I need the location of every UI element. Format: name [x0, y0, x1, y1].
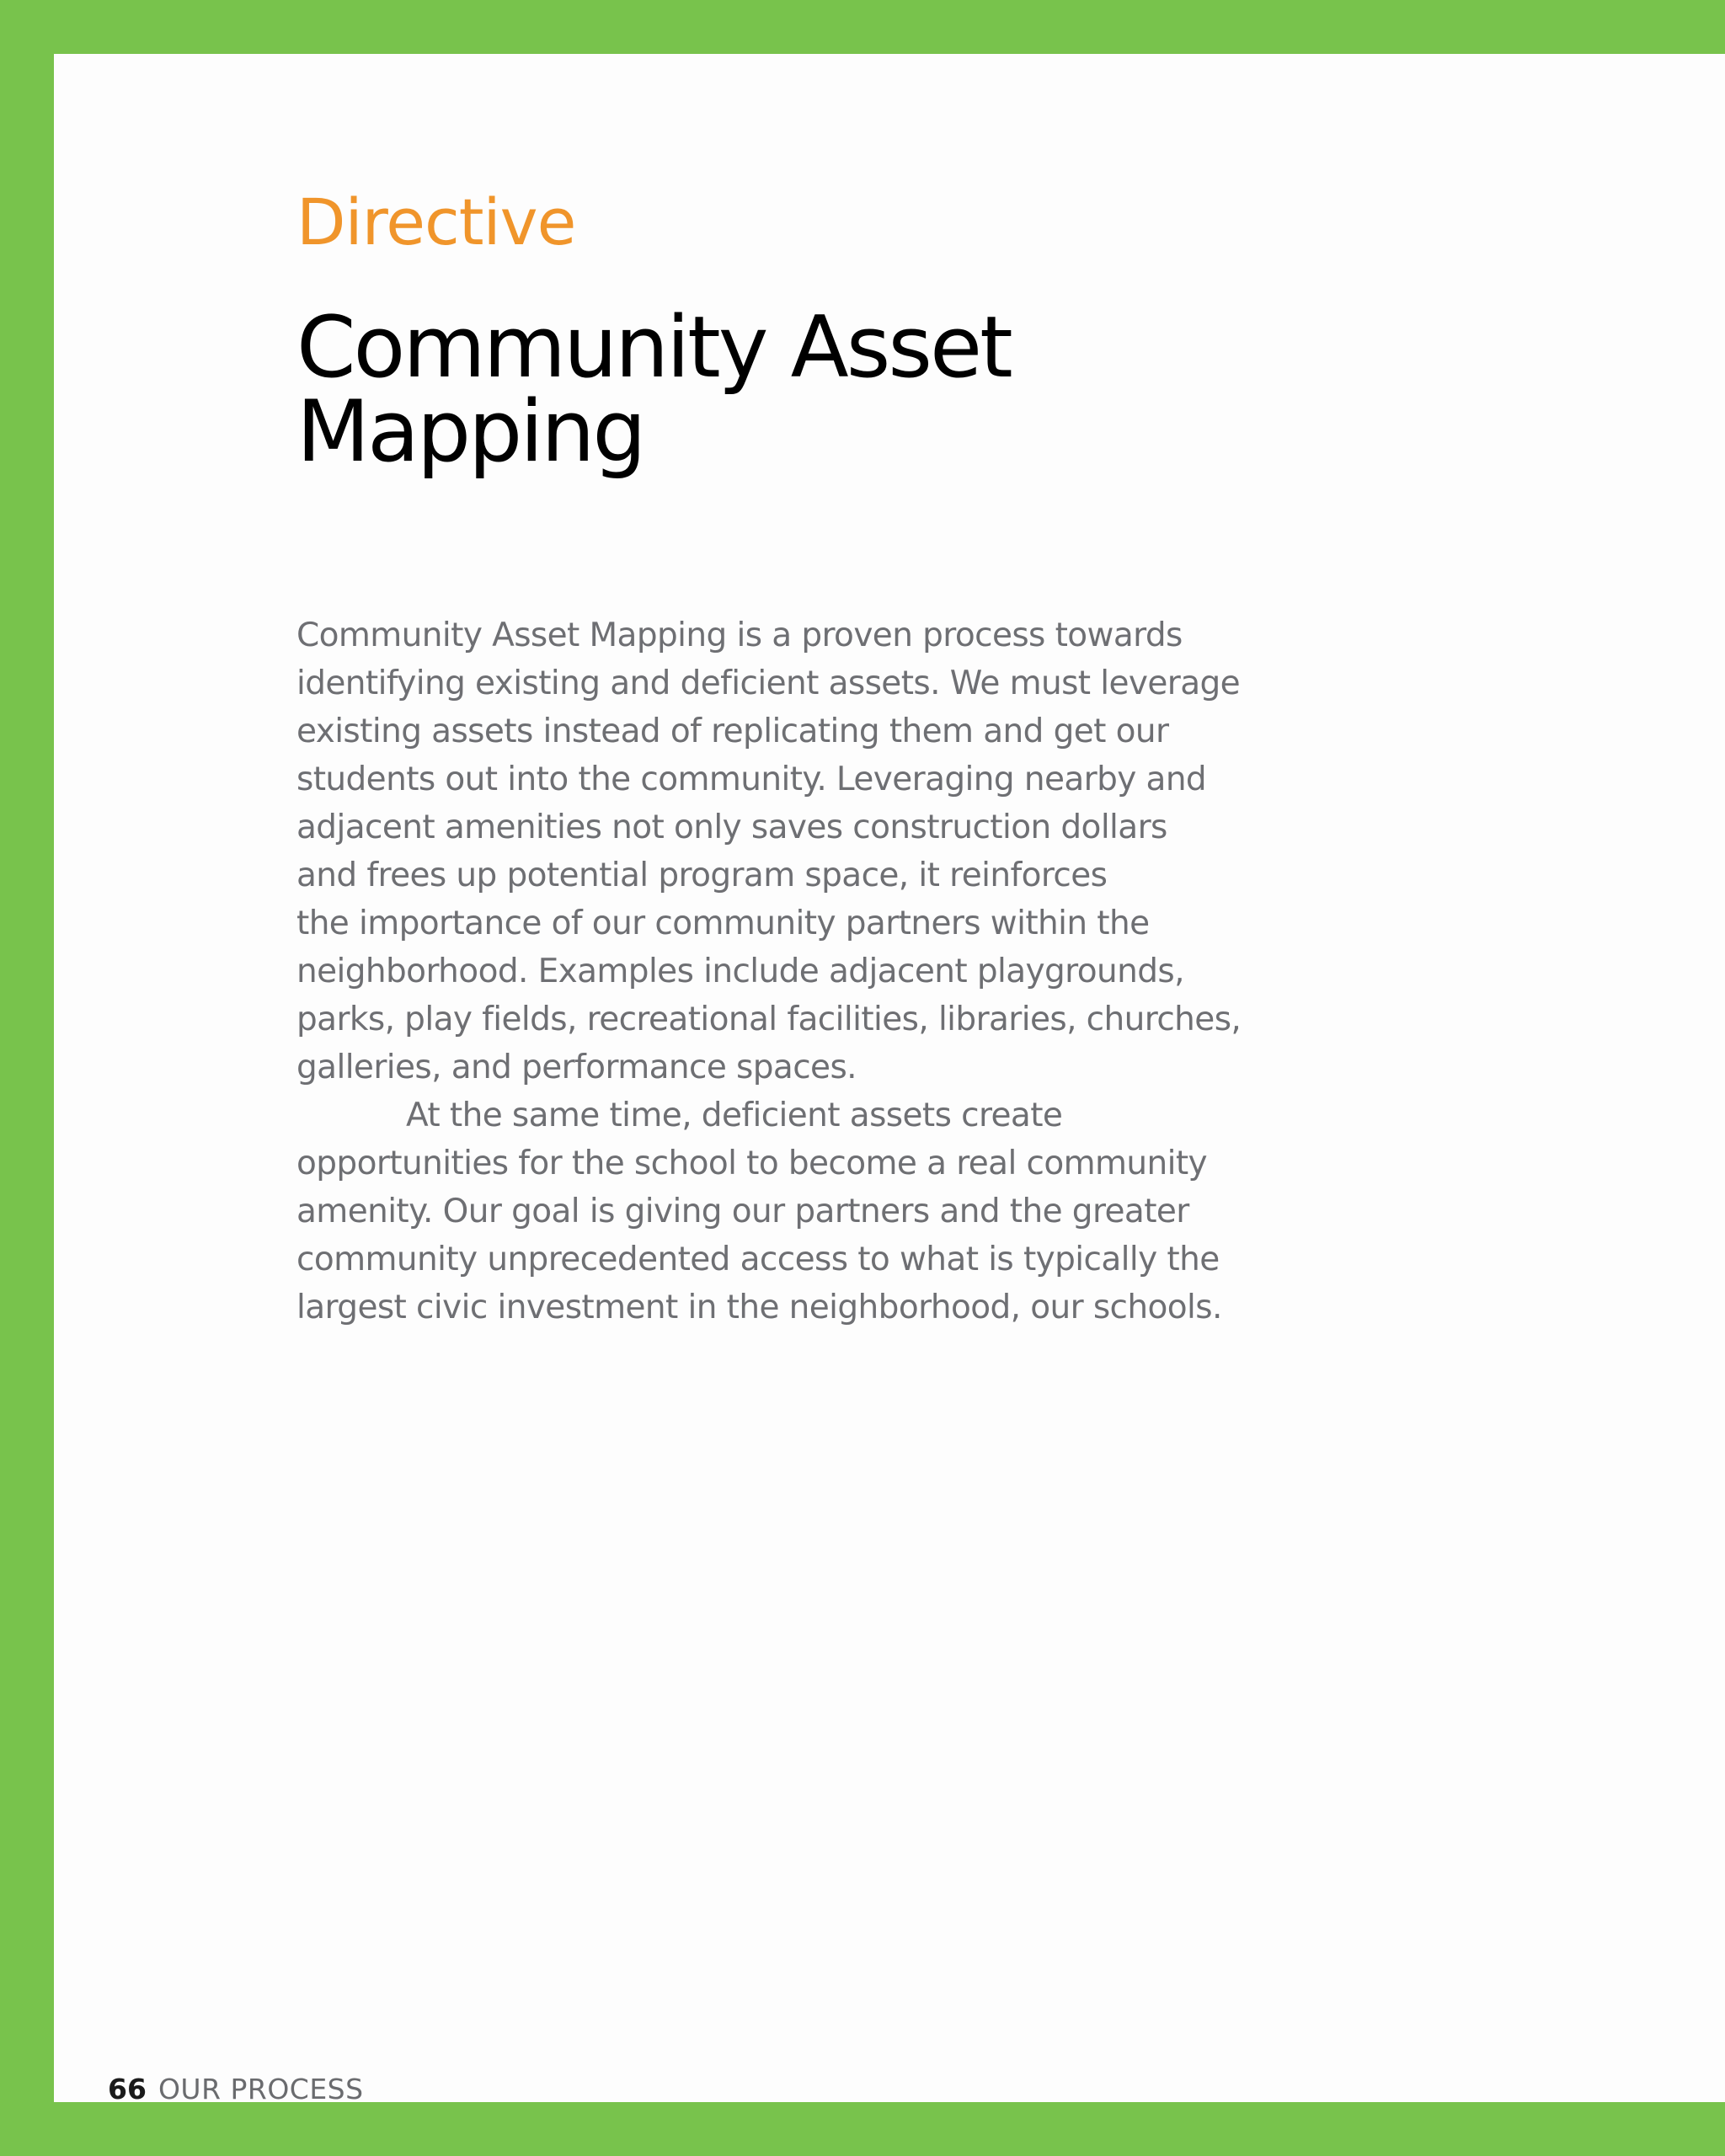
paragraph-line: opportunities for the school to become a real community	[296, 1145, 1208, 1182]
paragraph-line: community unprecedented access to what is typically the	[296, 1241, 1220, 1278]
page-footer	[108, 2075, 364, 2103]
paragraph-line: Community Asset Mapping is a proven process towards	[296, 616, 1183, 654]
section-kicker: Directive	[296, 184, 576, 259]
page-number: 66	[108, 2073, 147, 2105]
page	[54, 54, 1725, 2105]
body-text	[296, 611, 1307, 1331]
paragraph-line: amenity. Our goal is giving our partners and the greater	[296, 1193, 1189, 1230]
paragraph-line: the importance of our community partners within the	[296, 905, 1150, 942]
paragraph-line: adjacent amenities not only saves construction dollars	[296, 808, 1167, 846]
paragraph-line: existing assets instead of replicating them and get our	[296, 712, 1169, 750]
footer-section-name: OUR PROCESS	[158, 2073, 364, 2105]
paragraph-line: and frees up potential program space, it reinforces	[296, 857, 1108, 894]
page-title: Community Asset Mapping	[296, 297, 1011, 481]
paragraph-line: largest civic investment in the neighborhood, our schools.	[296, 1289, 1222, 1326]
paragraph-line: students out into the community. Leveraging nearby and	[296, 760, 1207, 798]
paragraph-line: At the same time, deficient assets create	[406, 1097, 1063, 1134]
paragraph-line: parks, play fields, recreational facilities, libraries, churches,	[296, 1001, 1242, 1038]
paragraph-line: galleries, and performance spaces.	[296, 1049, 857, 1086]
paragraph-line: neighborhood. Examples include adjacent playgrounds,	[296, 953, 1184, 990]
paragraph-line: identifying existing and deficient assets. We must leverage	[296, 664, 1241, 702]
